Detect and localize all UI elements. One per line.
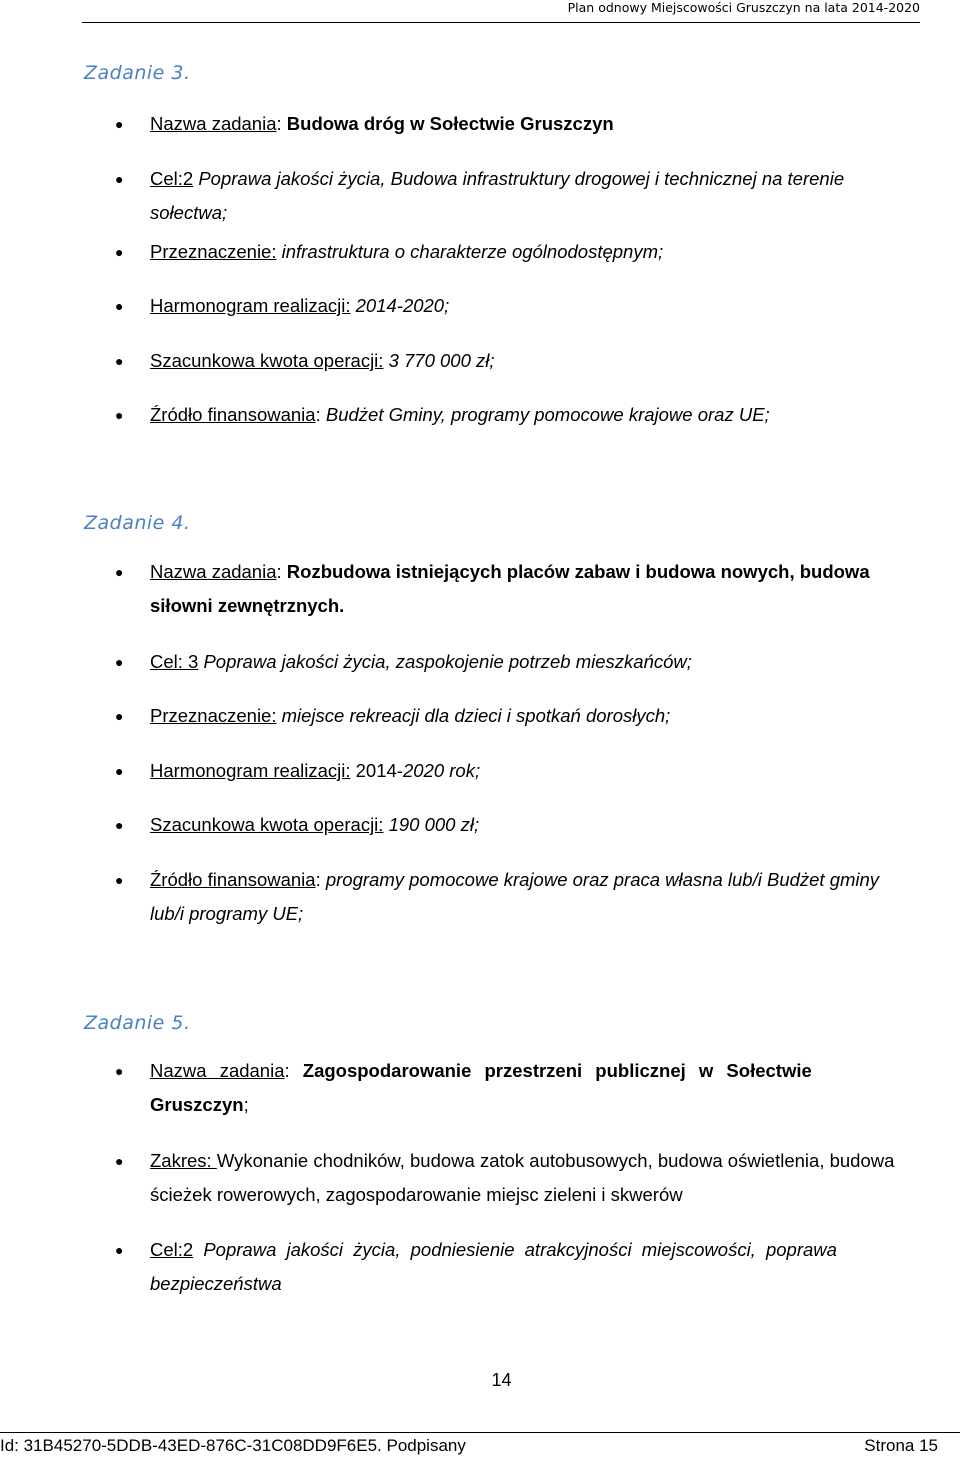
footer-document-id: Id: 31B45270-5DDB-43ED-876C-31C08DD9F6E5. Podpisany	[0, 1436, 466, 1455]
field-value: infrastruktura o charakterze ogólnodostępnym;	[276, 241, 664, 262]
field-value: Poprawa jakości życia, podniesienie atrakcyjności miejscowości, poprawa bezpieczeństwa	[150, 1239, 837, 1294]
field-label: Harmonogram realizacji:	[150, 760, 351, 781]
footer-divider	[0, 1432, 960, 1433]
field-label: Cel:2	[150, 168, 194, 189]
field-value: Poprawa jakości życia, Budowa infrastruktury drogowej i technicznej na terenie sołectwa;	[150, 168, 845, 223]
t4-goal	[115, 645, 918, 679]
field-value: 3 770 000 zł;	[383, 350, 495, 371]
bullet-icon: ●	[115, 1153, 124, 1169]
field-tail: ;	[243, 1094, 249, 1115]
t3-funding	[115, 398, 918, 432]
t4-cost	[115, 808, 918, 842]
running-header	[82, 0, 920, 23]
field-value: miejsce rekreacji dla dzieci i spotkań dorosłych;	[276, 705, 671, 726]
header-title: Plan odnowy Miejscowości Gruszczyn na lata 2014-2020	[567, 0, 920, 15]
bullet-icon: ●	[115, 564, 124, 580]
bullet-icon: ●	[115, 353, 124, 369]
task-3-heading: Zadanie 3.	[84, 62, 191, 84]
separator: :	[315, 869, 326, 890]
bullet-icon: ●	[115, 817, 124, 833]
field-value: programy pomocowe krajowe oraz praca własna lub/i Budżet gminy lub/i programy UE;	[150, 869, 880, 924]
t4-funding	[115, 863, 918, 931]
t3-cost	[115, 344, 918, 378]
t4-purpose	[115, 699, 918, 733]
field-label: Nazwa zadania	[150, 113, 277, 134]
t5-goal	[115, 1233, 918, 1301]
field-value: Rozbudowa istniejących placów zabaw i budowa nowych, budowa siłowni zewnętrznych.	[150, 561, 870, 616]
bullet-icon: ●	[115, 1063, 124, 1079]
task-5-heading: Zadanie 5.	[84, 1012, 191, 1034]
field-label: Źródło finansowania	[150, 869, 316, 890]
field-value: Zagospodarowanie przestrzeni publicznej w Sołectwie Gruszczyn	[150, 1060, 812, 1115]
field-label: Szacunkowa kwota operacji:	[150, 814, 384, 835]
t3-purpose	[115, 235, 918, 269]
field-value: 2014-2020;	[350, 295, 450, 316]
bullet-icon: ●	[115, 298, 124, 314]
page-number: 14	[491, 1370, 512, 1390]
bullet-icon: ●	[115, 763, 124, 779]
field-label: Cel: 3	[150, 651, 199, 672]
bullet-icon: ●	[115, 244, 124, 260]
field-label: Źródło finansowania	[150, 404, 316, 425]
t4-task-name	[115, 555, 918, 623]
field-label: Harmonogram realizacji:	[150, 295, 351, 316]
t5-task-name	[115, 1054, 918, 1122]
field-label: Nazwa zadania	[150, 561, 277, 582]
field-label: Przeznaczenie:	[150, 705, 277, 726]
bullet-icon: ●	[115, 654, 124, 670]
bullet-icon: ●	[115, 708, 124, 724]
field-value: Budowa dróg w Sołectwie Gruszczyn	[286, 113, 614, 134]
field-value: Wykonanie chodników, budowa zatok autobusowych, budowa oświetlenia, budowa ścieżek rowerowych, zagospodarowanie miejsc zieleni i skwerów	[150, 1150, 895, 1205]
bullet-icon: ●	[115, 407, 124, 423]
bullet-icon: ●	[115, 171, 124, 187]
t3-task-name	[115, 107, 918, 141]
field-label: Szacunkowa kwota operacji:	[150, 350, 384, 371]
bullet-icon: ●	[115, 116, 124, 132]
separator: :	[315, 404, 326, 425]
t4-schedule	[115, 754, 918, 788]
footer-page-label: Strona 15	[864, 1436, 938, 1455]
field-label: Cel:2	[150, 1239, 194, 1260]
field-value: 190 000 zł;	[383, 814, 480, 835]
field-value: Budżet Gminy, programy pomocowe krajowe oraz UE;	[325, 404, 770, 425]
field-value-start: 2014-	[350, 760, 403, 781]
separator: :	[276, 113, 287, 134]
task-4-heading: Zadanie 4.	[84, 512, 191, 534]
field-value: 2020 rok;	[402, 760, 481, 781]
field-label: Zakres:	[150, 1150, 217, 1171]
t3-goal	[115, 162, 918, 230]
separator: :	[284, 1060, 303, 1081]
t5-scope	[115, 1144, 918, 1212]
bullet-icon: ●	[115, 1242, 124, 1258]
field-label: Przeznaczenie:	[150, 241, 277, 262]
separator: :	[276, 561, 287, 582]
bullet-icon: ●	[115, 872, 124, 888]
field-value: Poprawa jakości życia, zaspokojenie potrzeb mieszkańców;	[198, 651, 692, 672]
field-label: Nazwa zadania	[150, 1060, 285, 1081]
t3-schedule	[115, 289, 918, 323]
